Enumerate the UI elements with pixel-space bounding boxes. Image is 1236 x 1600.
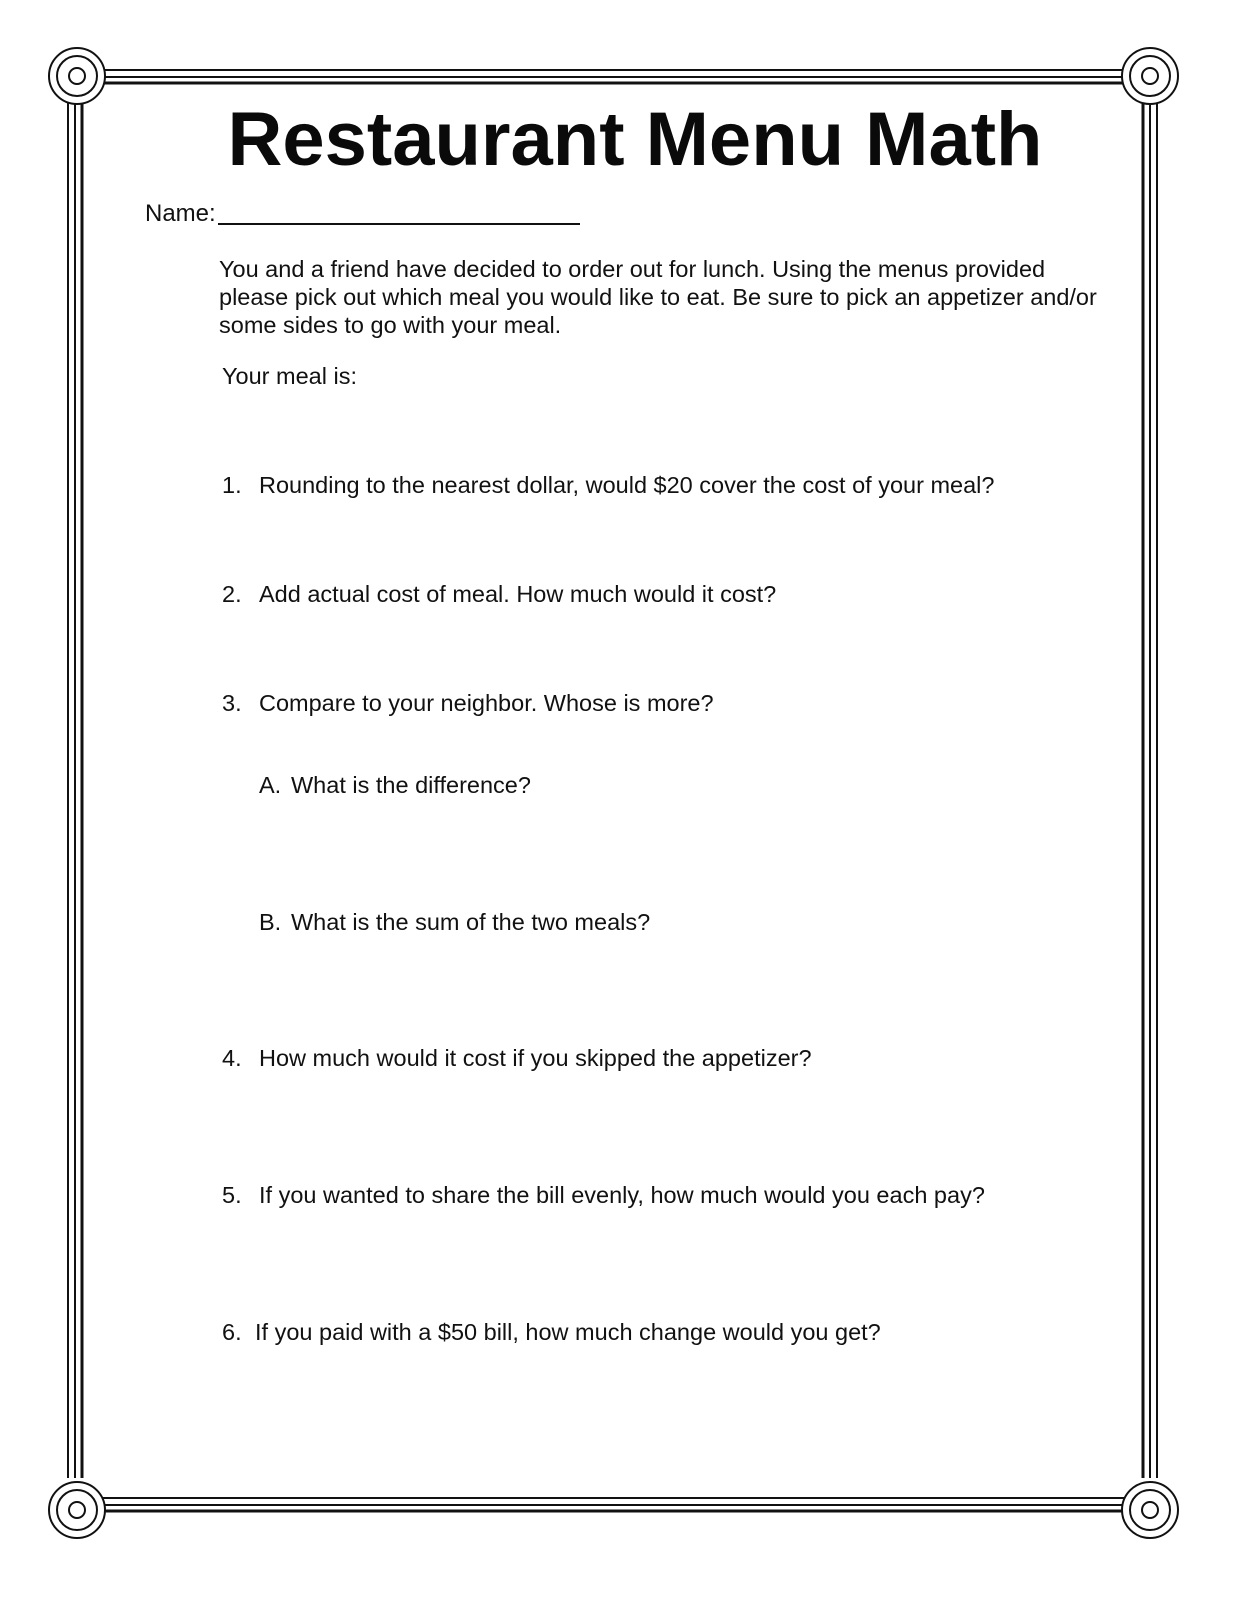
question-text: Rounding to the nearest dollar, would $20 cover the cost of your meal? — [259, 472, 995, 498]
meal-label: Your meal is: — [222, 363, 357, 389]
name-blank[interactable] — [218, 201, 580, 225]
question-text: How much would it cost if you skipped the appetizer? — [259, 1045, 812, 1071]
question-2 — [222, 581, 776, 608]
question-3a — [259, 772, 531, 799]
question-number: 3. — [222, 690, 242, 716]
question-text: If you paid with a $50 bill, how much change would you get? — [255, 1319, 881, 1345]
question-number: A. — [259, 772, 282, 798]
question-3 — [222, 690, 714, 717]
question-number: 5. — [222, 1182, 242, 1208]
question-number: 2. — [222, 581, 242, 607]
question-text: Compare to your neighbor. Whose is more? — [259, 690, 714, 716]
question-6 — [222, 1319, 881, 1346]
question-text: Add actual cost of meal. How much would it cost? — [259, 581, 777, 607]
question-text: If you wanted to share the bill evenly, how much would you each pay? — [259, 1182, 985, 1208]
question-text: What is the sum of the two meals? — [291, 909, 651, 935]
question-3b — [259, 909, 650, 936]
page-title: Restaurant Menu Math — [227, 97, 1043, 182]
question-5 — [222, 1182, 985, 1209]
question-number: 6. — [222, 1319, 242, 1345]
question-4 — [222, 1045, 812, 1072]
name-field-row — [145, 200, 580, 228]
question-text: What is the difference? — [291, 772, 531, 798]
name-label: Name: — [145, 200, 216, 227]
question-number: B. — [259, 909, 282, 935]
question-1 — [222, 472, 994, 499]
instructions-paragraph: You and a friend have decided to order out for lunch. Using the menus provided please pick out which meal you would like to eat. Be sure to pick an appetizer and/or some sides to go with your meal. — [219, 256, 1097, 338]
question-number: 1. — [222, 472, 242, 498]
question-number: 4. — [222, 1045, 242, 1071]
